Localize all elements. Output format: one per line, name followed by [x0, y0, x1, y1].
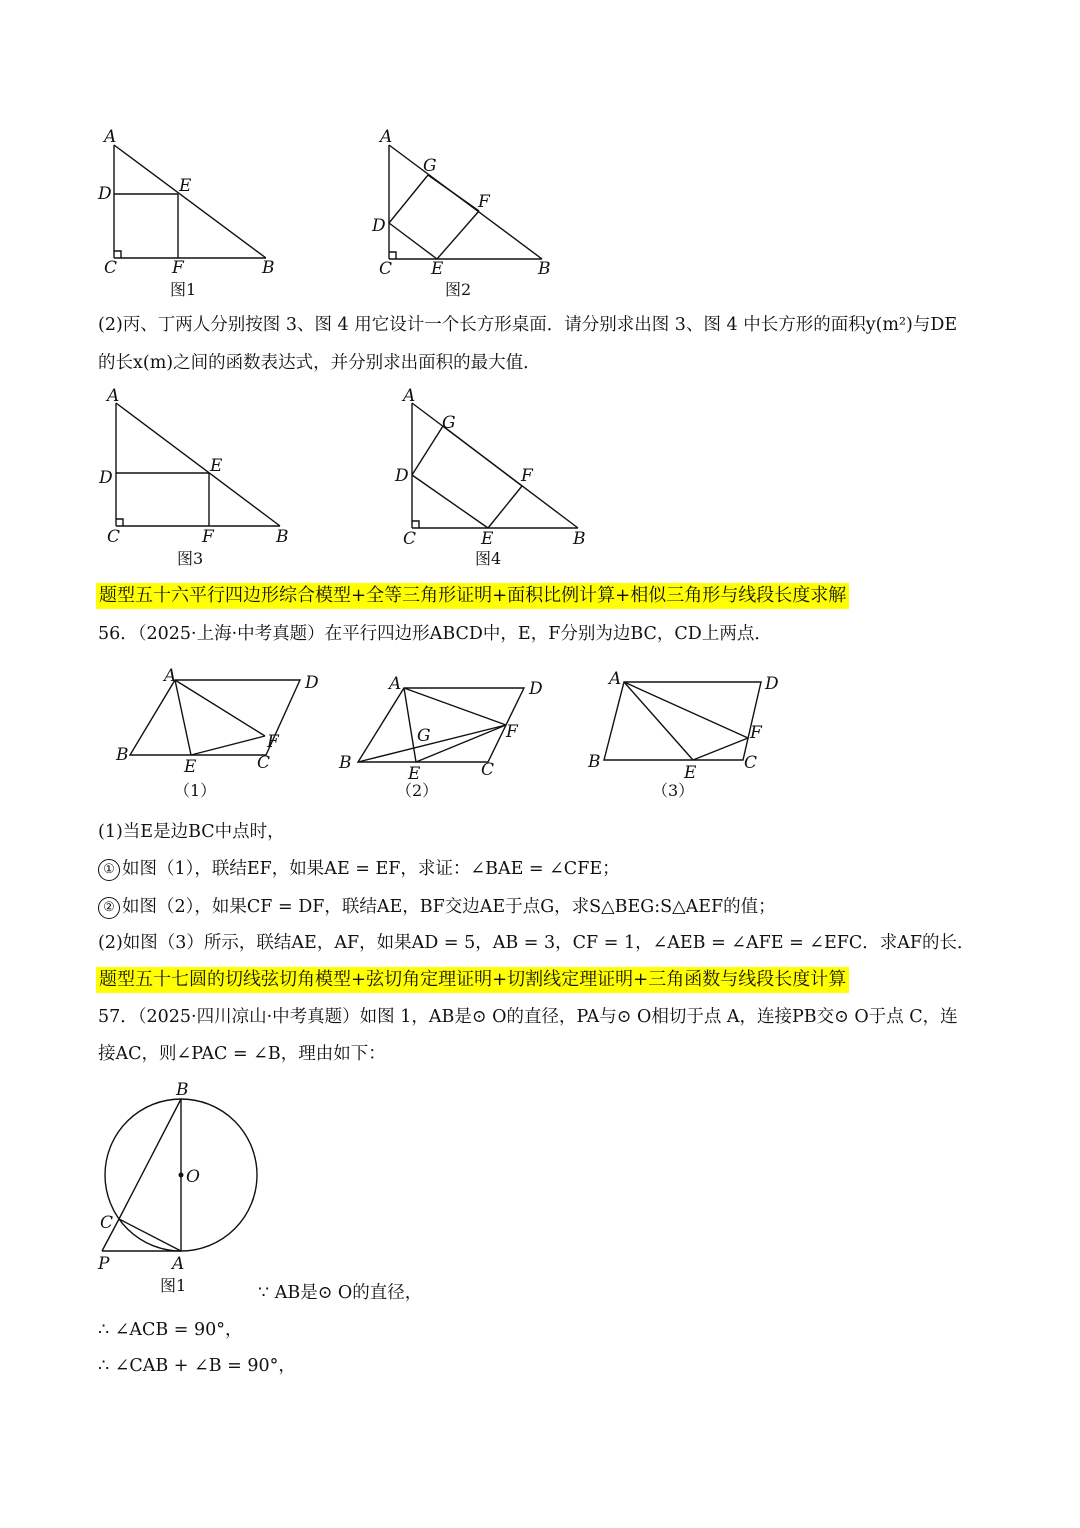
q56-part1a-text: 如图（1），联结EF，如果AE = EF，求证：∠BAE = ∠CFE； — [122, 859, 620, 879]
segment-ae — [404, 688, 416, 762]
caption: 图4 — [475, 549, 502, 568]
parallelogram-figure-1-svg — [108, 660, 328, 805]
right-angle-mark — [114, 251, 121, 258]
proof-line-3: ∴ ∠CAB + ∠B = 90°， — [98, 1356, 296, 1376]
caption: 图3 — [177, 549, 204, 568]
q56-part1b-text: 如图（2），如果CF = DF，联结AE，BF交边AE于点G，求S△BEG:S△AEF的值； — [122, 897, 776, 917]
segment-gf — [443, 426, 522, 486]
label-d: D — [99, 468, 113, 488]
label-g: G — [442, 413, 456, 433]
segment-ab — [116, 403, 280, 526]
figure-3-svg — [90, 383, 310, 573]
label-a: A — [609, 669, 622, 689]
label-f: F — [478, 192, 490, 212]
label-f: F — [506, 722, 518, 742]
right-angle-mark — [412, 521, 419, 528]
segment-de — [412, 475, 488, 528]
q57-line2: 接AC，则∠PAC = ∠B，理由如下： — [98, 1044, 386, 1064]
q56-part1b — [98, 895, 776, 919]
label-c: C — [257, 753, 271, 773]
label-b: B — [573, 529, 586, 549]
label-e: E — [408, 764, 421, 784]
label-e: E — [684, 763, 697, 783]
label-e: E — [431, 259, 444, 279]
label-c: C — [100, 1213, 114, 1233]
figure-2-svg — [365, 125, 565, 305]
figure-1 — [90, 125, 290, 309]
label-e: E — [210, 456, 223, 476]
right-angle-mark — [116, 519, 123, 526]
label-a: A — [380, 127, 393, 147]
caption: （1） — [174, 781, 217, 800]
label-a: A — [107, 386, 120, 406]
segment-dg — [412, 426, 443, 475]
label-d: D — [305, 673, 319, 693]
label-c: C — [744, 753, 758, 773]
label-b: B — [339, 753, 352, 773]
label-c: C — [481, 760, 495, 780]
circled-number-1: ① — [98, 859, 120, 881]
label-b: B — [276, 527, 289, 547]
q56-part1a — [98, 857, 620, 881]
segment-ae — [175, 680, 191, 755]
caption: 图1 — [170, 280, 197, 299]
circled-number-2: ② — [98, 897, 120, 919]
label-f: F — [267, 732, 279, 752]
label-b: B — [176, 1080, 189, 1100]
caption: （2） — [396, 781, 439, 800]
q2-line1: (2)丙、丁两人分别按图 3、图 4 用它设计一个长方形桌面．请分别求出图 3、图 4 中长方形的面积y(m²)与DE — [98, 315, 958, 335]
segment-ef — [693, 738, 748, 760]
label-d: D — [98, 184, 112, 204]
segment-ae — [624, 682, 693, 760]
segment-gf — [428, 175, 479, 211]
segment-af — [175, 680, 265, 736]
parallelogram-figure-1 — [108, 660, 328, 809]
caption: 图2 — [445, 280, 472, 299]
segment-fe — [488, 486, 522, 528]
caption: （3） — [652, 781, 695, 800]
label-d: D — [529, 679, 543, 699]
label-c: C — [379, 259, 393, 279]
q56-part2: (2)如图（3）所示，联结AE，AF，如果AD = 5，AB = 3，CF = 1，∠AEB = ∠AFE = ∠EFC．求AF的长． — [98, 933, 975, 953]
proof-line-1: ∵ AB是⊙ O的直径， — [258, 1283, 423, 1303]
label-b: B — [116, 745, 129, 765]
label-c: C — [107, 527, 121, 547]
figure-3 — [90, 383, 310, 577]
segment-fe — [437, 211, 479, 259]
figure-4-svg — [388, 383, 608, 573]
label-o: O — [186, 1167, 200, 1187]
label-g: G — [423, 156, 437, 176]
parallelogram-figure-3 — [580, 660, 800, 809]
q56-stem: 56．（2025·上海·中考真题）在平行四边形ABCD中，E，F分别为边BC，CD上两点． — [98, 624, 772, 644]
figure-4 — [388, 383, 608, 577]
label-p: P — [98, 1254, 110, 1274]
right-angle-mark — [389, 252, 396, 259]
label-a: A — [403, 386, 416, 406]
label-g: G — [417, 726, 431, 746]
label-e: E — [184, 757, 197, 777]
label-f: F — [750, 723, 762, 743]
label-b: B — [262, 258, 275, 278]
center-point — [179, 1173, 184, 1178]
section-56-title: 题型五十六平行四边形综合模型+全等三角形证明+面积比例计算+相似三角形与线段长度求解 — [96, 583, 849, 609]
figure-2 — [365, 125, 565, 309]
parallelogram-abcd — [358, 688, 524, 762]
circle-figure-svg — [90, 1075, 280, 1305]
segment-bc — [119, 1099, 181, 1219]
label-f: F — [172, 258, 184, 278]
label-d: D — [395, 466, 409, 486]
segment-ca — [119, 1219, 181, 1251]
label-e: E — [481, 529, 494, 549]
label-f: F — [521, 466, 533, 486]
section-57-title: 题型五十七圆的切线弦切角模型+弦切角定理证明+切割线定理证明+三角函数与线段长度计算 — [96, 967, 849, 993]
parallelogram-figure-2-svg — [330, 660, 560, 805]
label-a: A — [172, 1254, 185, 1274]
circle-figure — [90, 1075, 280, 1309]
segment-ab — [114, 145, 266, 258]
label-a: A — [164, 666, 177, 686]
segment-dg — [389, 175, 428, 223]
parallelogram-figure-2 — [330, 660, 560, 809]
label-d: D — [372, 216, 386, 236]
q57-line1: 57．（2025·四川凉山·中考真题）如图 1，AB是⊙ O的直径，PA与⊙ O相切于点 A，连接PB交⊙ O于点 C，连 — [98, 1007, 958, 1027]
figure-1-svg — [90, 125, 290, 305]
label-b: B — [588, 752, 601, 772]
label-e: E — [179, 176, 192, 196]
segment-bf — [358, 725, 506, 762]
caption: 图1 — [160, 1276, 187, 1295]
label-b: B — [538, 259, 551, 279]
label-c: C — [403, 529, 417, 549]
label-c: C — [104, 258, 118, 278]
q2-line2: 的长x(m)之间的函数表达式，并分别求出面积的最大值． — [98, 353, 541, 373]
parallelogram-figure-3-svg — [580, 660, 800, 805]
label-a: A — [104, 127, 117, 147]
proof-line-2: ∴ ∠ACB = 90°， — [98, 1320, 243, 1340]
label-a: A — [389, 674, 402, 694]
segment-af — [624, 682, 748, 738]
q56-part1: (1)当E是边BC中点时， — [98, 822, 285, 842]
label-d: D — [765, 674, 779, 694]
segment-af — [404, 688, 506, 725]
segment-ef — [191, 736, 265, 755]
label-f: F — [202, 527, 214, 547]
